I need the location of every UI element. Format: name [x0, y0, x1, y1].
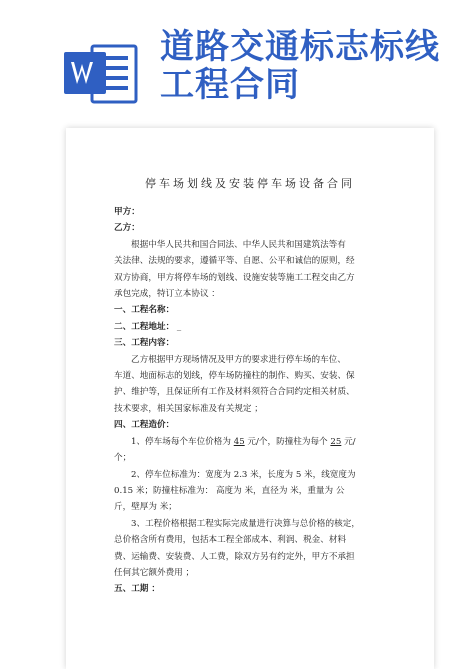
content-line: 乙方根据甲方现场情况及甲方的要求进行停车场的车位、 — [131, 354, 346, 365]
section-project-name: 一、工程名称： — [114, 305, 175, 316]
price-item-3-line: 3、工程价格根据工程实际完成量进行决算与总价格的核定， — [131, 518, 360, 529]
header-title-line1: 道路交通标志标线 — [160, 27, 440, 67]
document-page — [66, 128, 434, 669]
price-item-1 — [114, 434, 389, 450]
price-item-3-line: 费、运输费、安装费、人工费，除双方另有约定外，甲方不承担 — [114, 551, 355, 562]
price-item-1-suffix: 元/ — [344, 436, 356, 447]
section-project-address-label: 二、工程地址： — [114, 321, 175, 332]
price-item-3-line: 任何其它额外费用 ； — [114, 567, 195, 578]
party-b-label: 乙方： — [114, 223, 140, 234]
price-item-2-line: 2、停车位标准为：宽度为 2.3 米，长度为 5 米，线宽度为 — [131, 469, 356, 480]
price-item-1-cont: 个； — [114, 453, 132, 464]
section-project-address — [114, 319, 389, 335]
header — [0, 0, 474, 110]
content-line: 护、维护等，且保证所有工作及材料须符合合同约定相关材质、 — [114, 387, 355, 398]
preamble-line: 根据中华人民共和国合同法、中华人民共和国建筑法等有 — [131, 239, 346, 250]
section-project-content: 三、工程内容： — [114, 338, 175, 349]
section-project-address-value: _ — [176, 321, 182, 332]
space-price-value: 45 — [233, 436, 245, 447]
header-title-line2: 工程合同 — [160, 65, 300, 105]
content-line: 技术要求，相关国家标准及有关规定 ； — [114, 403, 263, 414]
price-item-3-line: 总价格含所有费用，包括本工程全部成本、利润、税金、材料 — [114, 535, 347, 546]
content-line: 车道、地面标志的划线，停车场防撞柱的制作、购买、安装、保 — [114, 371, 355, 382]
section-project-cost: 四、工程造价： — [114, 420, 175, 431]
document-body — [114, 204, 389, 598]
party-a-label: 甲方： — [114, 207, 140, 217]
price-item-1-prefix: 1、停车场每个车位价格为 — [131, 436, 231, 447]
preamble-line: 双方协商，甲方将停车场的划线、设施安装等施工工程交由乙方 — [114, 272, 355, 283]
word-document-icon — [62, 40, 140, 106]
section-duration: 五、工期 ： — [114, 584, 160, 595]
price-item-2-line: 斤，壁厚为 米； — [114, 502, 177, 513]
preamble-line: 承包完成，特订立本协议 ： — [114, 289, 220, 300]
preamble-line: 关法律、法规的要求，遵循平等、自愿、公平和诚信的原则，经 — [114, 256, 355, 267]
bollard-price-value: 25 — [330, 436, 342, 447]
price-item-1-mid: 元/个，防撞柱为每个 — [247, 436, 328, 447]
price-item-2-line: 0.15 米；防撞柱标准为： 高度为 米，直径为 米，重量为 公 — [114, 485, 345, 496]
document-title: 停车场划线及安装停车场设备合同 — [145, 177, 355, 190]
header-title — [160, 28, 440, 104]
